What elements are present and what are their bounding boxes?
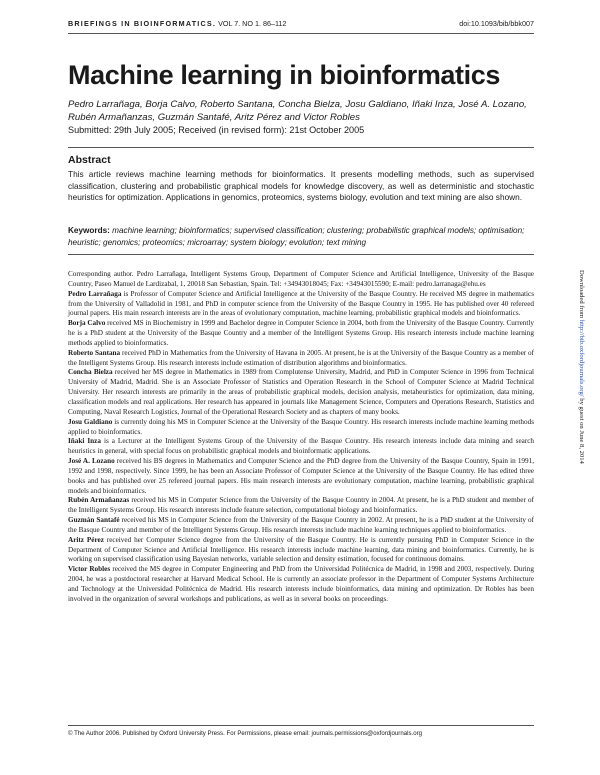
bio-author-name: Victor Robles [68,565,111,574]
submission-dates: Submitted: 29th July 2005; Received (in revised form): 21st October 2005 [68,125,365,135]
bio-list [68,290,534,605]
bio-text: received his MS in Computer Science from the University of the Basque Country in 2004. At present, he is a PhD student and member of the Intelligent Systems Group. His research interests include feature selection, computational biology and bioinformatics. [68,496,534,515]
bio-text: received his BS degrees in Mathematics and Computer Science and the PhD degree from the University of the Basque Country, Spain in 1991, 1992 and 1998, respectively. Since 1999, he has been an Associate Professor of Computer Science at the University of the Basque Country. He has edited three books and has published over 25 refereed journal papers. His main research interests are evolutionary computation, machine learning, probabilistic graphical models and bioinformatics. [68,457,534,495]
article-title: Machine learning in bioinformatics [68,60,500,90]
bio-paragraph [68,437,534,457]
bio-paragraph [68,349,534,369]
bio-paragraph [68,290,534,320]
issue-info: VOL 7. NO 1. 86–112 [218,19,287,28]
bio-author-name: Guzmán Santafé [68,516,120,525]
bio-author-name: Aritz Pérez [68,535,104,544]
keywords-label: Keywords: [68,226,110,235]
bio-author-name: Roberto Santana [68,348,121,357]
bio-text: is currently doing his MS in Computer Science at the University of the Basque Country. His research interests include machine learning methods applied to bioinformatics. [68,417,535,436]
bio-paragraph [68,418,534,438]
bio-text: received her Computer Science degree from the University of the Basque Country. He is currently pursuing PhD in Computer Science in the Department of Computer Science and Artificial Intelligence. His research interests include machine learning, data mining and bioinformatics. Currently, he is working on supervised classification using Bayesian networks, variable selection and density estimation, focused for continuous domains. [68,535,534,564]
download-prefix: Downloaded from [578,270,585,320]
journal-link[interactable]: http://bib.oxfordjournals.org/ [578,319,585,397]
footer-divider [68,725,534,726]
bio-author-name: Iñaki Inza [68,437,101,446]
author-biographies [68,270,534,605]
header-divider [68,33,534,34]
keywords [68,225,534,248]
abstract-text: This article reviews machine learning methods for bioinformatics. It presents modelling methods, such as supervised classification, clustering and probabilistic graphical models for knowledge discovery, as well as deterministic and stochastic heuristics for optimization. Applications in genomics, proteomics, systems biology, evolution and text mining are also shown. [68,169,534,203]
abstract-divider [68,147,534,148]
correspondence-note: Corresponding author. Pedro Larrañaga, Intelligent Systems Group, Department of Computer Science and Artificial Intelligence, University of the Basque Country, Paseo Manuel de Lardizabal, 1, 20018 San Sebastian, Spain. Tel: +34943018045; Fax: +34943015590; E-mail: pedro.larranaga@ehu.es [68,270,534,288]
download-suffix: by guest on June 8, 2014 [578,396,585,464]
bio-paragraph [68,319,534,349]
bio-author-name: Josu Galdiano [68,417,113,426]
abstract-heading: Abstract [68,154,111,166]
bio-paragraph [68,368,534,417]
bio-text: received MS in Biochemistry in 1999 and Bachelor degree in Computer Science in 2004, both from the University of the Basque Country. Currently he is a PhD student at the University of the Basque Country and a member of the Intelligent Systems Group. His research interests include machine learning methods applied to bioinformatics. [68,319,534,347]
bio-paragraph [68,516,534,536]
bio-author-name: Borja Calvo [68,319,106,328]
bio-paragraph [68,457,534,496]
bio-paragraph [68,565,534,604]
bio-author-name: Pedro Larrañaga [68,289,122,298]
author-list: Pedro Larrañaga, Borja Calvo, Roberto Santana, Concha Bielza, Josu Galdiano, Iñaki Inza, José A. Lozano, Rubén Armañanzas, Guzmán Santafé, Aritz Pérez and Victor Robles [68,99,527,123]
doi: doi:10.1093/bib/bbk007 [459,19,534,28]
bio-text: is Professor of Computer Science and Artificial Intelligence at the University of the Basque Country. He received MS degree in mathematics from the University of Valladolid in 1981, and PhD in computer science from the University of the Basque Country in 1995. He has published over 40 refereed journal papers. His main research interests are in the areas of evolutionary computation, machine learning, probabilistic graphical models and bioinformatics. [68,289,534,318]
keywords-divider [68,254,534,255]
bio-text: received the MS degree in Computer Engineering and PhD from the Universidad Politécnica de Madrid, in 1998 and 2003, respectively. During 2004, he was a postdoctoral researcher at Harvard Medical School. He is currently an associate professor in the Department of Computer Systems Architecture and Technology at the Universidad Politécnica de Madrid. His research interests include bioinformatics, data mining and optimization. Dr Robles has been involved in the organization of several workshops and publications, as well as in several books on proceedings. [68,565,534,603]
bio-text: received PhD in Mathematics from the University of Havana in 2005. At present, he is at the University of the Basque Country as a member of the Intelligent Systems Group. His research interests include estimation of distribution algorithms and bioinformatics. [68,348,534,367]
keywords-list: machine learning; bioinformatics; supervised classification; clustering; probabilistic graphical models; optimisation; heuristic; genomics; proteomics; microarray; system biology; evolution; text mining [68,226,525,247]
bio-text: is a Lecturer at the Intelligent Systems Group of the University of the Basque Country. His research interests include data mining and search heuristics in general, with special focus on probabilistic graphical models and bioinformatic applications. [68,437,535,456]
bio-author-name: Concha Bielza [68,368,113,377]
bio-paragraph [68,496,534,516]
bio-author-name: Rubén Armañanzas [68,496,130,505]
running-head [68,18,534,30]
bio-text: received her MS degree in Mathematics in 1989 from Complutense University, Madrid, and PhD in Computer Science in 1996 from Technical University of Madrid, Madrid. She is an Associate Professor of Statistics and Operation Research in the School of Computer Science at Madrid Technical University. Her research interests are primarily in the areas of probabilistic graphical models, decision analysis, metaheuristics for optimization, data mining, classification models and real applications. Her research has appeared in journals like Management Science, Computers and Operations Research, Statistics and Computing, Naval Research Logistics, Journal of the Operational Research Society and as chapters of many books. [68,368,535,416]
bio-paragraph [68,536,534,566]
bio-text: received his MS in Computer Science from the University of the Basque Country in 2002. At present, he is a PhD student at the University of the Basque Country and member of the Intelligent Systems Group. His research interests include machine learning techniques applied to bioinformatics. [68,516,534,534]
journal-name: BRIEFINGS IN BIOINFORMATICS. [68,19,217,28]
copyright-footer: © The Author 2006. Published by Oxford University Press. For Permissions, please email: journals.permissions@oxfordjournals.org [68,730,422,737]
bio-author-name: José A. Lozano [68,457,115,466]
